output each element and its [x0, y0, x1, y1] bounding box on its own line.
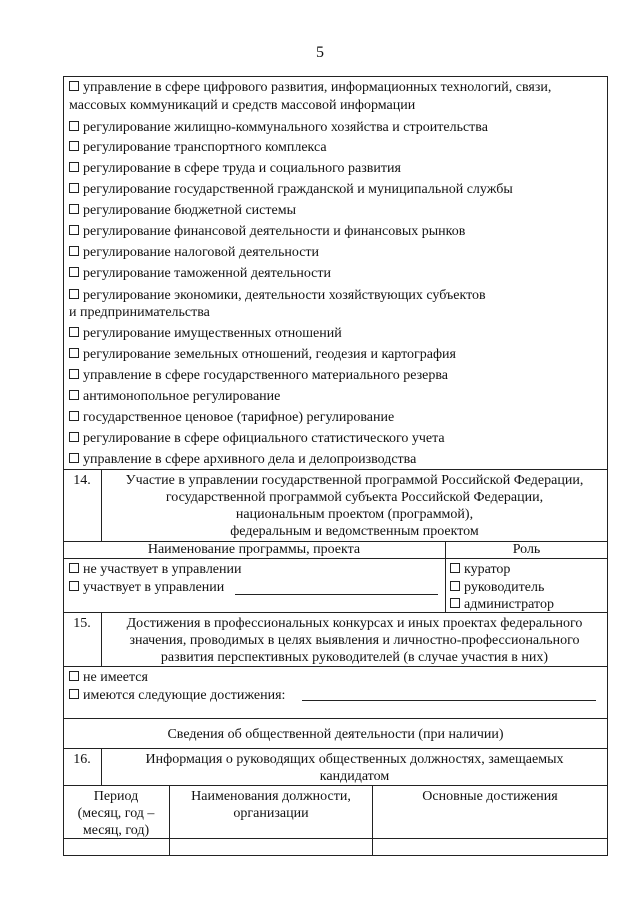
column-header-achievements: Основные достижения — [422, 789, 558, 804]
role-option-head[interactable]: руководитель — [450, 580, 544, 596]
checkbox-icon[interactable] — [69, 267, 79, 277]
section-14-number: 14. — [73, 473, 91, 488]
list-item-continuation: массовых коммуникаций и средств массовой информации — [69, 98, 416, 113]
list-item[interactable]: регулирование транспортного комплекса — [69, 140, 327, 156]
public-activity-heading: Сведения об общественной деятельности (при наличии) — [167, 727, 504, 742]
list-item[interactable]: антимонопольное регулирование — [69, 389, 280, 405]
checkbox-icon[interactable] — [69, 390, 79, 400]
checkbox-icon[interactable] — [69, 432, 79, 442]
list-item[interactable]: регулирование в сфере труда и социального развития — [69, 161, 401, 177]
checkbox-icon[interactable] — [69, 204, 79, 214]
checkbox-icon[interactable] — [69, 81, 79, 91]
list-item[interactable]: регулирование бюджетной системы — [69, 203, 296, 219]
list-item[interactable]: регулирование таможенной деятельности — [69, 266, 331, 282]
list-item[interactable]: регулирование в сфере официального статистического учета — [69, 431, 445, 447]
checkbox-icon[interactable] — [450, 598, 460, 608]
option-not-participating[interactable]: не участвует в управлении — [69, 562, 242, 578]
checkbox-icon[interactable] — [69, 453, 79, 463]
role-option-curator[interactable]: куратор — [450, 562, 510, 578]
section-16-number: 16. — [73, 752, 91, 767]
list-item[interactable]: государственное ценовое (тарифное) регулирование — [69, 410, 394, 426]
checkbox-icon[interactable] — [69, 563, 79, 573]
list-item[interactable]: регулирование жилищно-коммунального хозяйства и строительства — [69, 120, 488, 136]
checkbox-icon[interactable] — [450, 563, 460, 573]
list-item[interactable]: регулирование экономики, деятельности хозяйствующих субъектов — [69, 288, 486, 304]
checkbox-icon[interactable] — [69, 121, 79, 131]
checkbox-icon[interactable] — [69, 162, 79, 172]
achievements-blank-line[interactable] — [302, 700, 596, 701]
list-item[interactable]: управление в сфере цифрового развития, информационных технологий, связи, — [69, 80, 551, 96]
option-none[interactable]: не имеется — [69, 670, 148, 686]
list-item[interactable]: регулирование налоговой деятельности — [69, 245, 319, 261]
achievements-cell[interactable] — [373, 839, 607, 855]
position-cell[interactable] — [170, 839, 372, 855]
list-item-continuation: и предпринимательства — [69, 305, 210, 320]
list-item[interactable]: регулирование земельных отношений, геодезия и картография — [69, 347, 456, 363]
checkbox-icon[interactable] — [69, 411, 79, 421]
column-header-role: Роль — [512, 542, 541, 557]
checkbox-icon[interactable] — [69, 246, 79, 256]
program-name-blank-line[interactable] — [235, 594, 438, 595]
option-participating[interactable]: участвует в управлении — [69, 580, 224, 596]
checkbox-icon[interactable] — [69, 327, 79, 337]
checkbox-icon[interactable] — [69, 225, 79, 235]
section-15-number: 15. — [73, 616, 91, 631]
list-item[interactable]: регулирование государственной гражданской и муниципальной службы — [69, 182, 513, 198]
list-item[interactable]: управление в сфере архивного дела и делопроизводства — [69, 452, 416, 468]
list-item[interactable]: регулирование имущественных отношений — [69, 326, 342, 342]
checkbox-icon[interactable] — [69, 581, 79, 591]
checkbox-icon[interactable] — [69, 183, 79, 193]
checkbox-icon[interactable] — [69, 289, 79, 299]
checkbox-icon[interactable] — [69, 689, 79, 699]
checkbox-icon[interactable] — [69, 369, 79, 379]
checkbox-icon[interactable] — [69, 348, 79, 358]
list-item[interactable]: регулирование финансовой деятельности и финансовых рынков — [69, 224, 465, 240]
page-number: 5 — [316, 44, 324, 61]
checkbox-icon[interactable] — [69, 141, 79, 151]
role-option-administrator[interactable]: администратор — [450, 597, 554, 613]
checkbox-icon[interactable] — [450, 581, 460, 591]
period-cell[interactable] — [64, 839, 169, 855]
checkbox-icon[interactable] — [69, 671, 79, 681]
list-item[interactable]: управление в сфере государственного материального резерва — [69, 368, 448, 384]
column-header-program: Наименование программы, проекта — [147, 542, 361, 557]
option-has-achievements[interactable]: имеются следующие достижения: — [69, 688, 285, 704]
